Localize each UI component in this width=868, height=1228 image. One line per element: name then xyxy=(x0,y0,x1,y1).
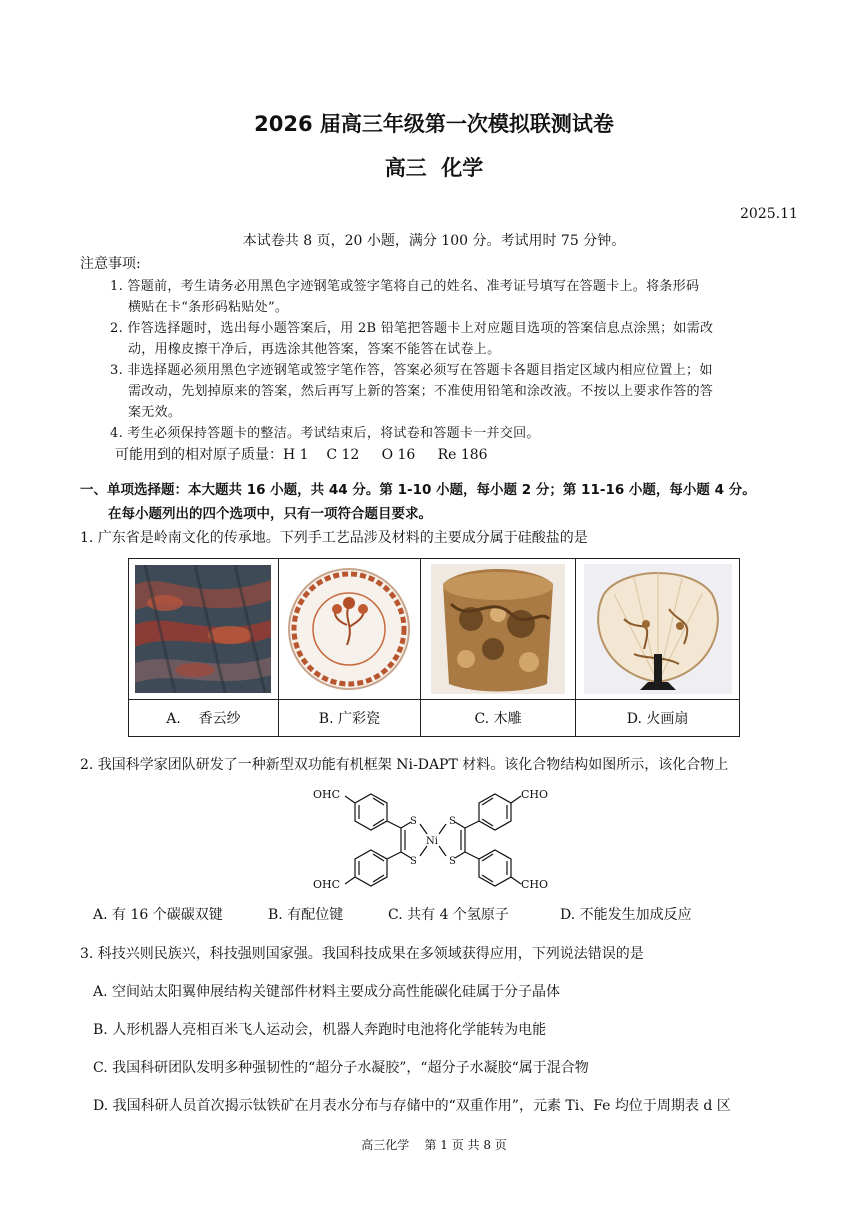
ni-dapt-structure xyxy=(305,784,565,896)
section-heading: 一、单项选择题：本大题共 16 小题，共 44 分。第 1-10 小题，每小题 2 分；第 11-16 小题，每小题 4 分。 xyxy=(80,482,756,498)
notice-heading: 注意事项: xyxy=(80,256,141,272)
exam-subtitle: 高三 化学 xyxy=(384,156,484,180)
question-3-stem: 3. 科技兴则民族兴，科技强则国家强。我国科技成果在多领域获得应用，下列说法错误的是 xyxy=(80,946,644,962)
q3-option-b: B. 人形机器人亮相百米飞人运动会，机器人奔跑时电池将化学能转为电能 xyxy=(93,1022,547,1038)
silk-image-cell xyxy=(129,559,279,700)
exam-date: 2025.11 xyxy=(740,206,798,222)
q3-option-c: C. 我国科研团队发明多种强韧性的“超分子水凝胶”，“超分子水凝胶“属于混合物 xyxy=(93,1060,589,1076)
question-1-stem: 1. 广东省是岭南文化的传承地。下列手工艺品涉及材料的主要成分属于硅酸盐的是 xyxy=(80,530,588,546)
question-1-table xyxy=(128,558,740,737)
question-2-stem: 2. 我国科学家团队研发了一种新型双功能有机框架 Ni-DAPT 材料。该化合物结构如图所示，该化合物上 xyxy=(80,757,729,773)
q3-option-d: D. 我国科研人员首次揭示钛铁矿在月表水分布与存储中的“双重作用”，元素 Ti、Fe 均位于周期表 d 区 xyxy=(93,1098,731,1114)
option-b-label: B. 广彩瓷 xyxy=(278,700,420,737)
label-s-2: S xyxy=(410,856,417,867)
q2-option-a: A. 有 16 个碳碳双键 xyxy=(93,907,223,923)
exam-title: 2026 届高三年级第一次模拟联测试卷 xyxy=(254,112,614,136)
notice-item: 1. 答题前，考生请务必用黑色字迹钢笔或签字笔将自己的姓名、准考证号填写在答题卡上。将条形码 xyxy=(110,279,700,294)
silk-image xyxy=(135,565,271,693)
page-footer: 高三化学 第 1 页 共 8 页 xyxy=(361,1138,507,1152)
q3-option-a: A. 空间站太阳翼伸展结构关键部件材料主要成分高性能碳化硅属于分子晶体 xyxy=(93,984,561,1000)
notice-item: 4. 考生必须保持答题卡的整洁。考试结束后，将试卷和答题卡一并交回。 xyxy=(110,426,540,441)
notice-item: 需改动，先划掉原来的答案，然后再写上新的答案；不准使用铅笔和涂改液。不按以上要求作答的答 xyxy=(128,384,714,399)
section-heading-2: 在每小题列出的四个选项中，只有一项符合题目要求。 xyxy=(108,506,432,522)
label-ohc-tl: OHC xyxy=(313,788,341,801)
label-s-3: S xyxy=(449,816,456,827)
notice-item: 动，用橡皮擦干净后，再选涂其他答案，答案不能答在试卷上。 xyxy=(128,342,501,357)
label-cho-tr: CHO xyxy=(521,788,549,801)
notice-item: 案无效。 xyxy=(128,405,182,420)
fan-image xyxy=(584,564,732,694)
fan-image-cell xyxy=(576,559,740,700)
q2-option-d: D. 不能发生加成反应 xyxy=(560,907,692,923)
notice-item: 2. 作答选择题时，选出每小题答案后，用 2B 铅笔把答题卡上对应题目选项的答案信息点涂黑；如需改 xyxy=(110,321,714,336)
option-a-label: A. 香云纱 xyxy=(129,700,279,737)
notice-item: 横贴在卡“条形码粘贴处”。 xyxy=(128,300,289,315)
label-s-4: S xyxy=(449,856,456,867)
woodcarving-image xyxy=(431,564,565,694)
porcelain-image-cell xyxy=(278,559,420,700)
option-c-label: C. 木雕 xyxy=(420,700,575,737)
label-s-1: S xyxy=(410,816,417,827)
woodcarving-image-cell xyxy=(420,559,575,700)
notice-item: 3. 非选择题必须用黑色字迹钢笔或签字笔作答，答案必须写在答题卡各题目指定区域内相应位置上；如 xyxy=(110,363,713,378)
atomic-masses: 可能用到的相对原子质量：H 1 C 12 O 16 Re 186 xyxy=(115,447,488,463)
label-ohc-bl: OHC xyxy=(313,878,341,891)
option-d-label: D. 火画扇 xyxy=(576,700,740,737)
q2-option-b: B. 有配位键 xyxy=(268,907,344,923)
porcelain-image xyxy=(285,565,413,693)
label-ni: Ni xyxy=(426,836,438,847)
label-cho-br: CHO xyxy=(521,878,549,891)
exam-intro: 本试卷共 8 页，20 小题，满分 100 分。考试用时 75 分钟。 xyxy=(242,233,626,249)
q2-option-c: C. 共有 4 个氢原子 xyxy=(388,907,509,923)
